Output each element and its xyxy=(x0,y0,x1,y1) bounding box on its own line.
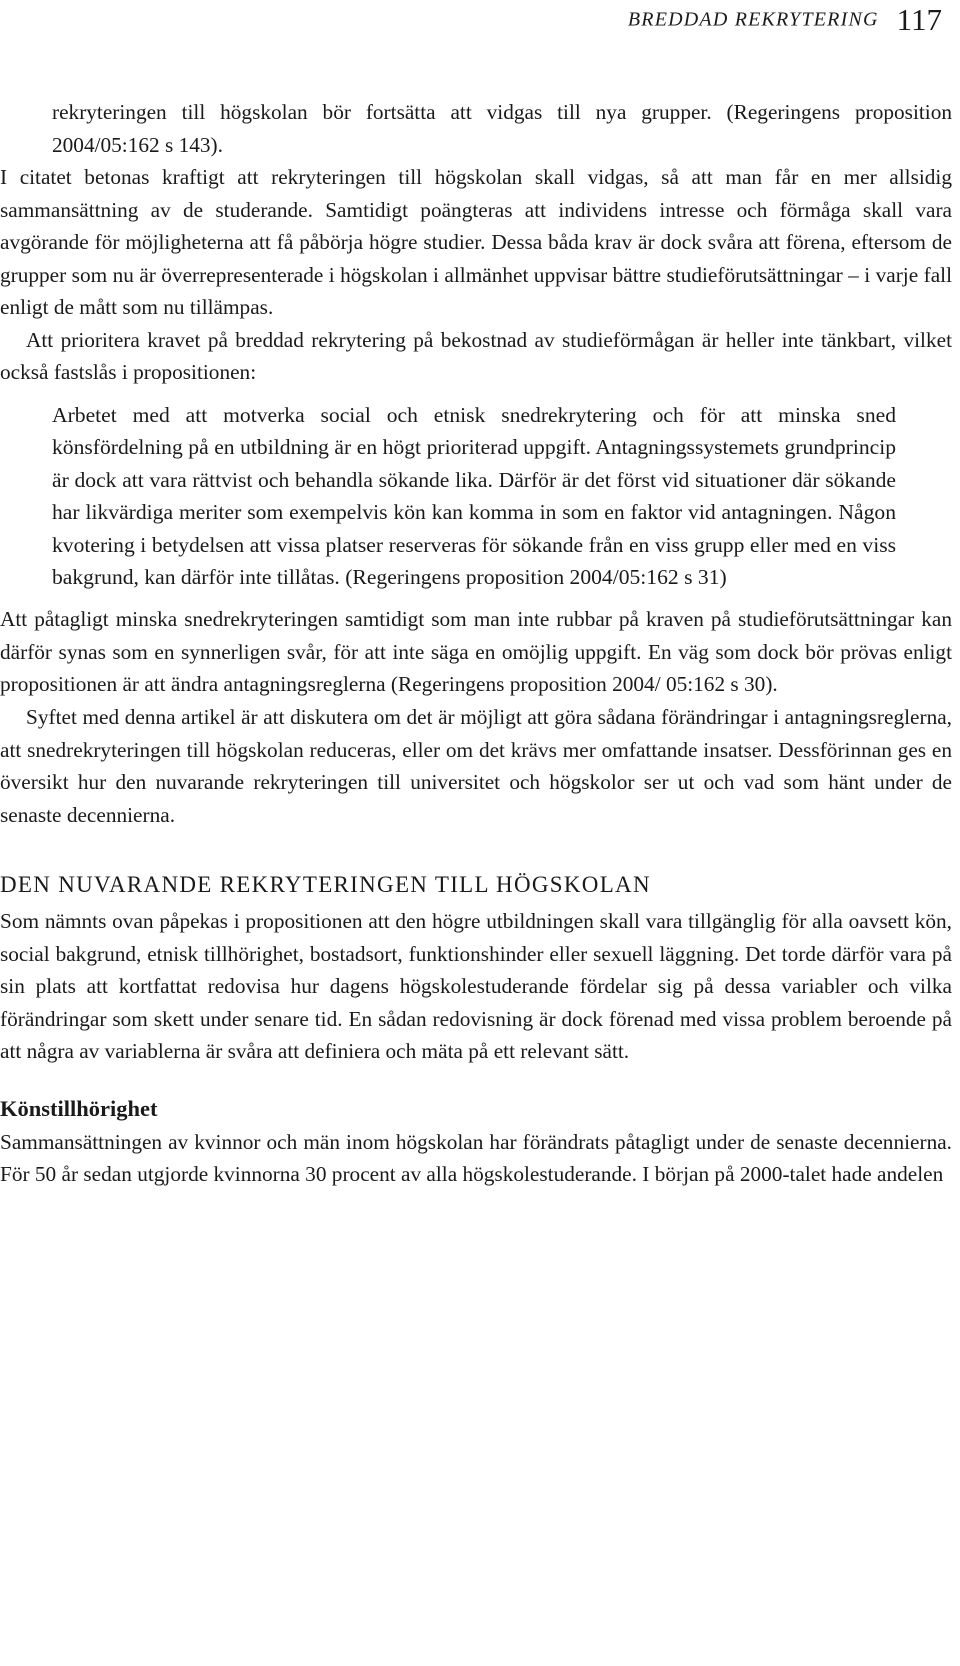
page-number: 117 xyxy=(896,2,942,37)
paragraph: Att prioritera kravet på breddad rekrytering på bekostnad av studieförmågan är heller inte tänkbart, vilket också fastslås i propositionen: xyxy=(0,327,952,385)
paragraph-citation-end: rekryteringen till högskolan bör fortsätta att vidgas till nya grupper. (Regeringens proposition 2004/05:162 s 143). xyxy=(52,100,952,157)
paragraph: I citatet betonas kraftigt att rekryteringen till högskolan skall vidgas, så att man får en mer allsidig sammansättning av de studerande. Samtidigt poängteras att individens intresse och förmåga skall vara avgörande för möjligheterna att få påbörja högre studier. Dessa båda krav är dock svåra att förena, eftersom de grupper som nu är överrepresenterade i högskolan i allmänhet uppvisar bättre studieförutsättningar – i varje fall enligt de mått som nu tillämpas. xyxy=(0,165,952,320)
section-heading: DEN NUVARANDE REKRYTERINGEN TILL HÖGSKOLAN xyxy=(0,872,651,898)
paragraph: Att påtagligt minska snedrekryteringen samtidigt som man inte rubbar på kraven på studieförutsättningar kan därför synas som en synnerligen svår, för att inte säga en omöjlig uppgift. En väg som dock bör prövas enligt propositionen är att ändra antagningsreglerna (Regeringens proposition 2004/ 05:162 s 30). xyxy=(0,607,952,697)
block-quote: Arbetet med att motverka social och etnisk snedrekrytering och för att minska sned könsfördelning på en utbildning är en högt prioriterad uppgift. Antagningssystemets grundprincip är dock att vara rättvist och behandla sökande lika. Därför är det först vid situationer där sökande har likvärdiga meriter som exempelvis kön kan komma in som en faktor vid antagningen. Någon kvotering i betydelsen att vissa platser reserveras för sökande från en viss grupp eller med en viss bakgrund, kan därför inte tillåtas. (Regeringens proposition 2004/05:162 s 31) xyxy=(52,402,896,589)
paragraph: Som nämnts ovan påpekas i propositionen att den högre utbildningen skall vara tillgänglig för alla oavsett kön, social bakgrund, etnisk tillhörighet, bostadsort, funktionshinder eller sexuell läggning. Det torde därför vara på sin plats att kortfattat redovisa hur dagens högskolestuderande fördelar sig på dessa variabler och vilka förändringar som skett under senare tid. En sådan redovisning är dock förenad med vissa problem beroende på att några av variablerna är svåra att definiera och mäta på ett relevant sätt. xyxy=(0,909,952,1064)
paragraph: Syftet med denna artikel är att diskutera om det är möjligt att göra sådana förändringar i antagningsreglerna, att snedrekryteringen till högskolan reduceras, eller om det krävs mer omfattande insatser. Dessförinnan ges en översikt hur den nuvarande rekryteringen till universitet och högskolor ser ut och vad som hänt under de senaste decennierna. xyxy=(0,705,952,827)
running-head xyxy=(628,2,942,38)
subsection-heading: Könstillhörighet xyxy=(0,1095,158,1121)
running-title: BREDDAD REKRYTERING xyxy=(627,8,879,31)
paragraph: Sammansättningen av kvinnor och män inom högskolan har förändrats påtagligt under de senaste decennierna. För 50 år sedan utgjorde kvinnorna 30 procent av alla högskolestuderande. I början på 2000-talet hade andelen xyxy=(0,1129,952,1187)
body-text xyxy=(0,96,952,1191)
